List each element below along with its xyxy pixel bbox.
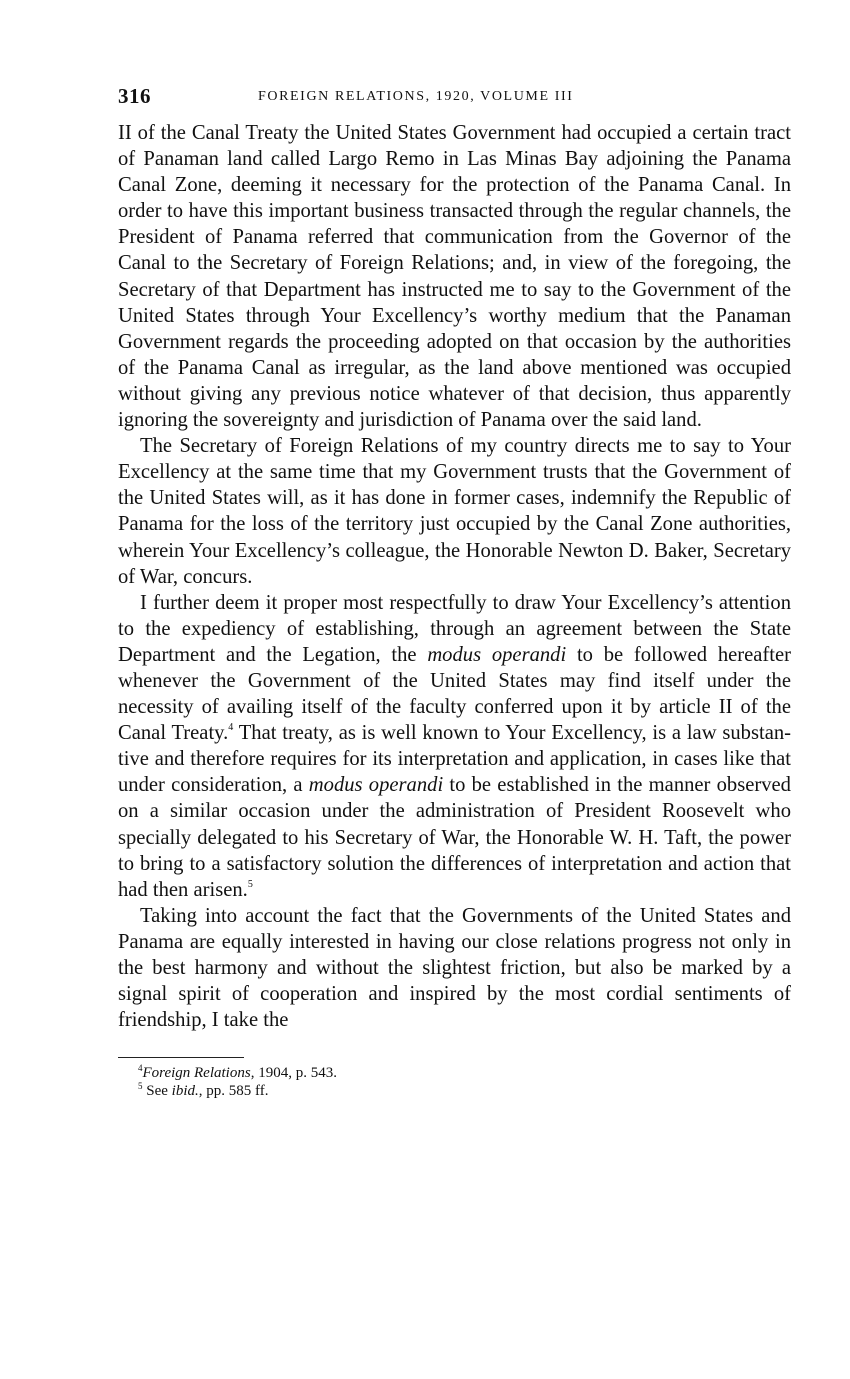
paragraph — [118, 903, 791, 1033]
footnote-divider — [118, 1057, 244, 1058]
footnote-marker: 5 — [138, 1081, 143, 1092]
paragraph — [118, 590, 791, 903]
text-run: to be followed hereafter whenever the Government of the United States may find itself under the necessity of availing itself of the faculty conferred upon it by article II of the Canal Treaty. — [118, 643, 791, 745]
text-run: , 1904, p. 543. — [250, 1065, 337, 1082]
text-run: The Secretary of Foreign Relations of my country directs me to say to Your Excellency at the same time that my Government trusts that the Government of the United States will, as it has done in former cases, indemnify the Republic of Panama for the loss of the territory just occupied by the Canal Zone authorities, wherein Your Excellency’s colleague, the Honorable Newton D. Baker, Secretary of War, concurs. — [118, 435, 791, 588]
footnotes — [118, 1064, 791, 1100]
document-page — [118, 84, 791, 1100]
text-run: , pp. 585 ff. — [198, 1083, 269, 1100]
paragraph — [118, 433, 791, 590]
text-run: I further deem it proper most respectfully to draw Your Excellency’s attention to the expediency of establishing, through an agreement between the State Department and the Legation, the — [118, 591, 791, 666]
footnote-marker: 4 — [228, 722, 234, 734]
text-run: See — [142, 1083, 172, 1100]
footnote — [138, 1064, 791, 1082]
paragraph — [118, 120, 791, 433]
footnote — [138, 1082, 791, 1100]
page-number: 316 — [118, 84, 151, 108]
page-header — [118, 84, 791, 120]
text-run: II of the Canal Treaty the United States Government had occupied a certain tract of Panaman land called Largo Remo in Las Minas Bay adjoining the Panama Canal Zone, deeming it necessary for the protection of the Panama Canal. In order to have this important business transacted through the regular channels, the President of Panama referred that communication from the Governor of the Canal to the Secretary of Foreign Relations; and, in view of the foregoing, the Secretary of that Department has instructed me to say to the Government of the United States through Your Excellency’s worthy medium that the Panaman Government regards the proceeding adopted on that occasion by the authorities of the Panama Canal as irregular, as the land above mentioned was occupied without giving any previous notice whatever of that decision, thus apparently ignoring the sovereignty and jurisdiction of Panama over the said land. — [118, 122, 791, 432]
running-title: FOREIGN RELATIONS, 1920, VOLUME III — [258, 89, 574, 104]
text-run: to be established in the manner observed on a similar occasion under the administration of President Roosevelt who specially delegated to his Secretary of War, the Honorable W. H. Taft, the power to bring to a satisfactory solution the differences of interpretation and action that had then arisen. — [118, 774, 791, 901]
italic-text: modus operandi — [308, 774, 444, 797]
italic-text: modus operandi — [427, 643, 567, 666]
footnote-marker: 5 — [247, 878, 253, 890]
text-run: Taking into account the fact that the Governments of the United States and Panama are equally interested in having our close relations progress not only in the best harmony and without the slightest friction, but also be marked by a signal spirit of cooperation and inspired by the most cordial sentiments of friendship, I take the — [118, 904, 791, 1032]
italic-text: ibid. — [171, 1083, 199, 1100]
body-text — [118, 120, 791, 1033]
footnote-marker: 4 — [138, 1063, 143, 1074]
italic-text: Foreign Relations — [142, 1065, 251, 1082]
text-run: That treaty, as is well known to Your Excellency, is a law substantive and therefore requires for its interpretation and application, in cases like that under consideration, a — [118, 722, 791, 797]
